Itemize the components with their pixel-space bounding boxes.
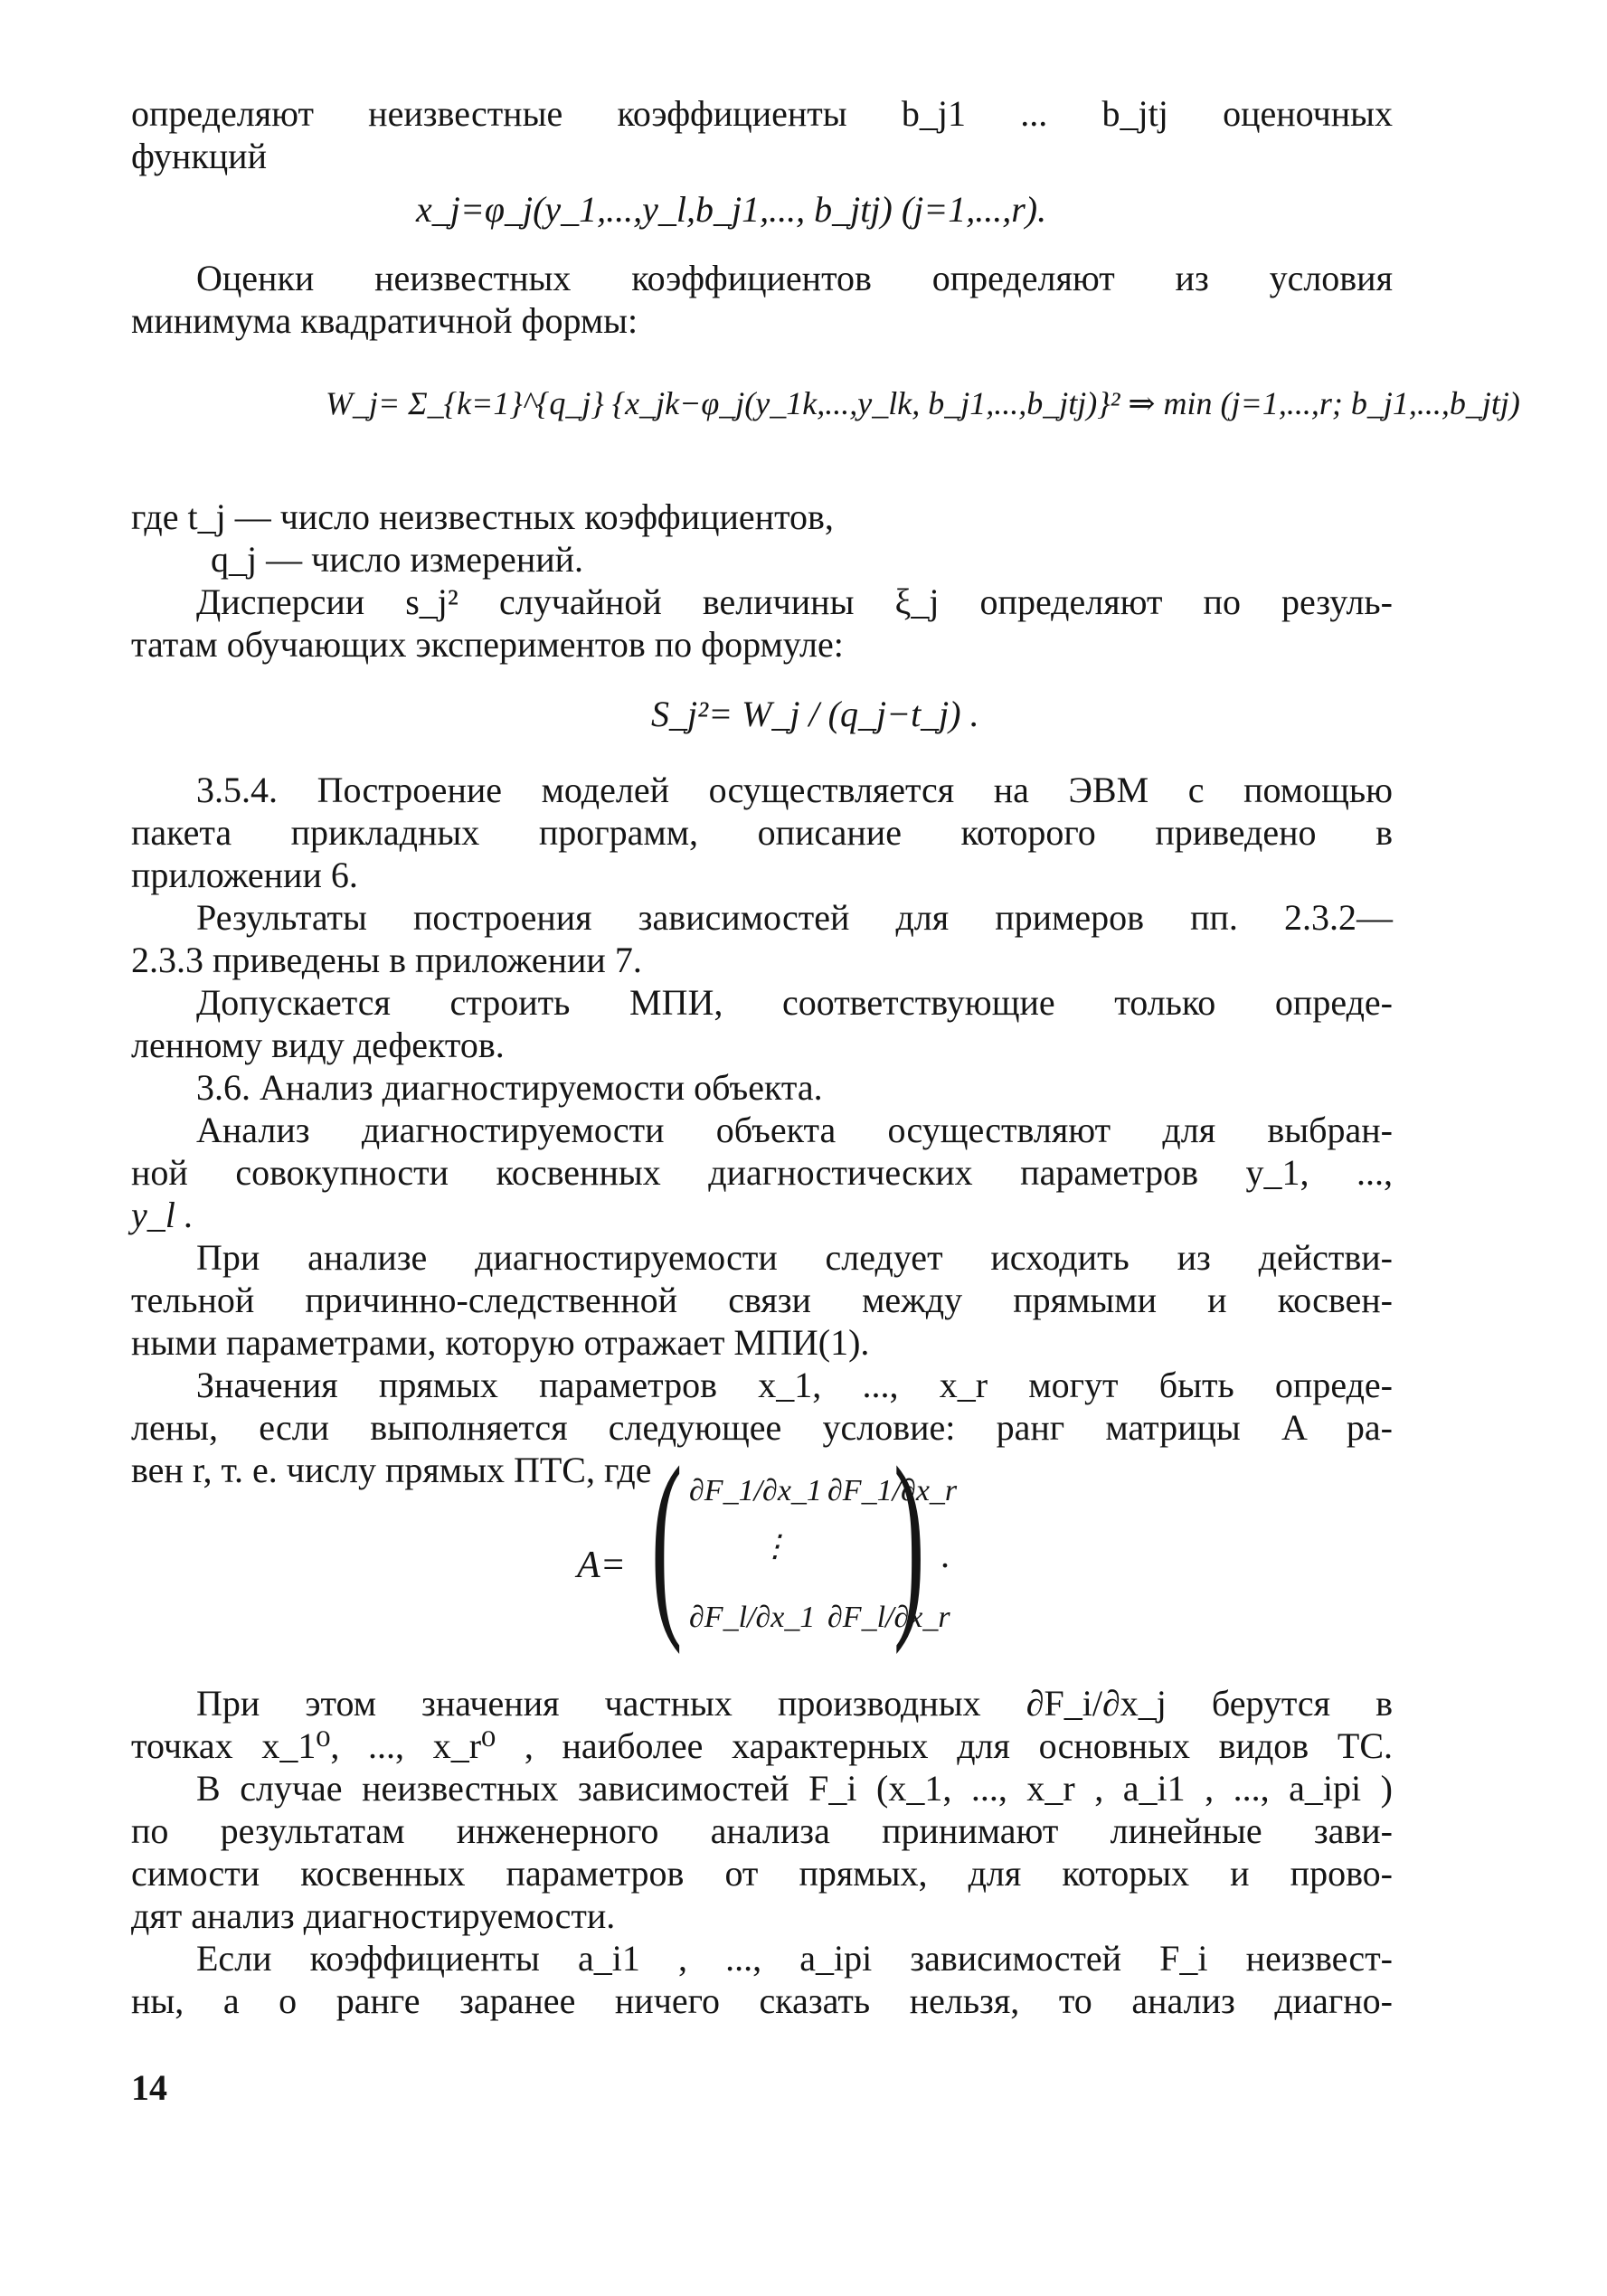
- text-line: где t_j — число неизвестных коэффициентов,: [131, 496, 834, 537]
- text-line: В случае неизвестных зависимостей F_i (x_1, ..., x_r , a_i1 , ..., a_ipi ): [196, 1768, 1393, 1809]
- text-line: приложении 6.: [131, 855, 358, 895]
- paragraph-2: [131, 257, 1393, 342]
- matrix-cell: ∂F_1/∂x_1: [689, 1474, 822, 1507]
- text-line: Анализ диагностируемости объекта осуществляют для выбран-: [196, 1110, 1393, 1150]
- text-line: дят анализ диагностируемости.: [131, 1895, 616, 1936]
- formula-wj: W_j= Σ_{k=1}^{q_j} {x_jk−φ_j(y_1k,...,y_lk, b_j1,...,b_jtj)}² ⇒ min (j=1,...,r; b_j1,...,b_jtj): [326, 385, 1520, 421]
- matrix-right-paren: ): [893, 1424, 925, 1655]
- text-line: q_j — число измерений.: [211, 539, 584, 580]
- text-line: Результаты построения зависимостей для примеров пп. 2.3.2—: [196, 897, 1393, 938]
- paragraph-1: [131, 92, 1393, 177]
- matrix-cell: ∂F_l/∂x_r: [827, 1601, 950, 1634]
- paragraph-11: [131, 1682, 1393, 2022]
- text-line: симости косвенных параметров от прямых, для которых и прово-: [131, 1853, 1393, 1894]
- matrix-vdots: ⋮: [760, 1530, 790, 1564]
- text-line: по результатам инженерного анализа принимают линейные зави-: [131, 1810, 1393, 1851]
- text-line: определяют неизвестные коэффициенты b_j1 ... b_jtj оценочных: [131, 93, 1393, 134]
- matrix-label: A=: [577, 1545, 626, 1586]
- text-line: функций: [131, 136, 267, 176]
- paragraph-3: [131, 581, 1393, 666]
- formula-variance: S_j²= W_j / (q_j−t_j) .: [651, 694, 979, 734]
- text-line: татам обучающих экспериментов по формуле:: [131, 624, 844, 665]
- page-number: 14: [131, 2067, 167, 2108]
- text-line: ны, а о ранге заранее ничего сказать нельзя, то анализ диагно-: [131, 1980, 1393, 2021]
- text-line: минимума квадратичной формы:: [131, 300, 638, 341]
- text-line: При этом значения частных производных ∂F_i/∂x_j берутся в: [196, 1683, 1393, 1724]
- matrix-period: .: [941, 1535, 950, 1575]
- text-line: пакета прикладных программ, описание которого приведено в: [131, 812, 1393, 853]
- text-line: ленному виду дефектов.: [131, 1025, 505, 1065]
- matrix-left-paren: (: [651, 1424, 683, 1655]
- text-line: Допускается строить МПИ, соответствующие только опреде-: [196, 982, 1393, 1023]
- text-line: y_l .: [131, 1195, 194, 1235]
- text-line: ной совокупности косвенных диагностических параметров y_1, ...,: [131, 1152, 1393, 1193]
- text-line: тельной причинно-следственной связи между прямыми и косвен-: [131, 1280, 1393, 1320]
- text-line: вен r, т. е. числу прямых ПТС, где: [131, 1450, 652, 1490]
- formula-xj: x_j=φ_j(y_1,...,y_l,b_j1,..., b_jtj) (j=1,...,r).: [416, 189, 1047, 230]
- text-line: 2.3.3 приведены в приложении 7.: [131, 940, 642, 980]
- text-line: При анализе диагностируемости следует исходить из действи-: [196, 1237, 1393, 1278]
- text-line: Значения прямых параметров x_1, ..., x_r могут быть опреде-: [196, 1365, 1393, 1405]
- text-line: Если коэффициенты a_i1 , ..., a_ipi зависимостей F_i неизвест-: [196, 1938, 1393, 1979]
- text-line: Дисперсии s_j² случайной величины ξ_j определяют по резуль-: [196, 581, 1393, 622]
- text-line: 3.5.4. Построение моделей осуществляется на ЭВМ с помощью: [196, 770, 1393, 810]
- matrix-cell: ∂F_l/∂x_1: [689, 1601, 816, 1634]
- text-line: точках x_1⁰, ..., x_r⁰ , наиболее характерных для основных видов ТС.: [131, 1725, 1393, 1766]
- text-line: лены, если выполняется следующее условие: ранг матрицы A ра-: [131, 1407, 1393, 1448]
- section-heading: 3.6. Анализ диагностируемости объекта.: [196, 1067, 823, 1108]
- text-line: Оценки неизвестных коэффициентов определяют из условия: [196, 258, 1393, 298]
- paragraph-where: [131, 496, 1393, 581]
- paragraph-4: [131, 769, 1393, 1491]
- text-line: ными параметрами, которую отражает МПИ(1).: [131, 1322, 870, 1363]
- matrix-cell: ∂F_1/∂x_r: [827, 1474, 958, 1507]
